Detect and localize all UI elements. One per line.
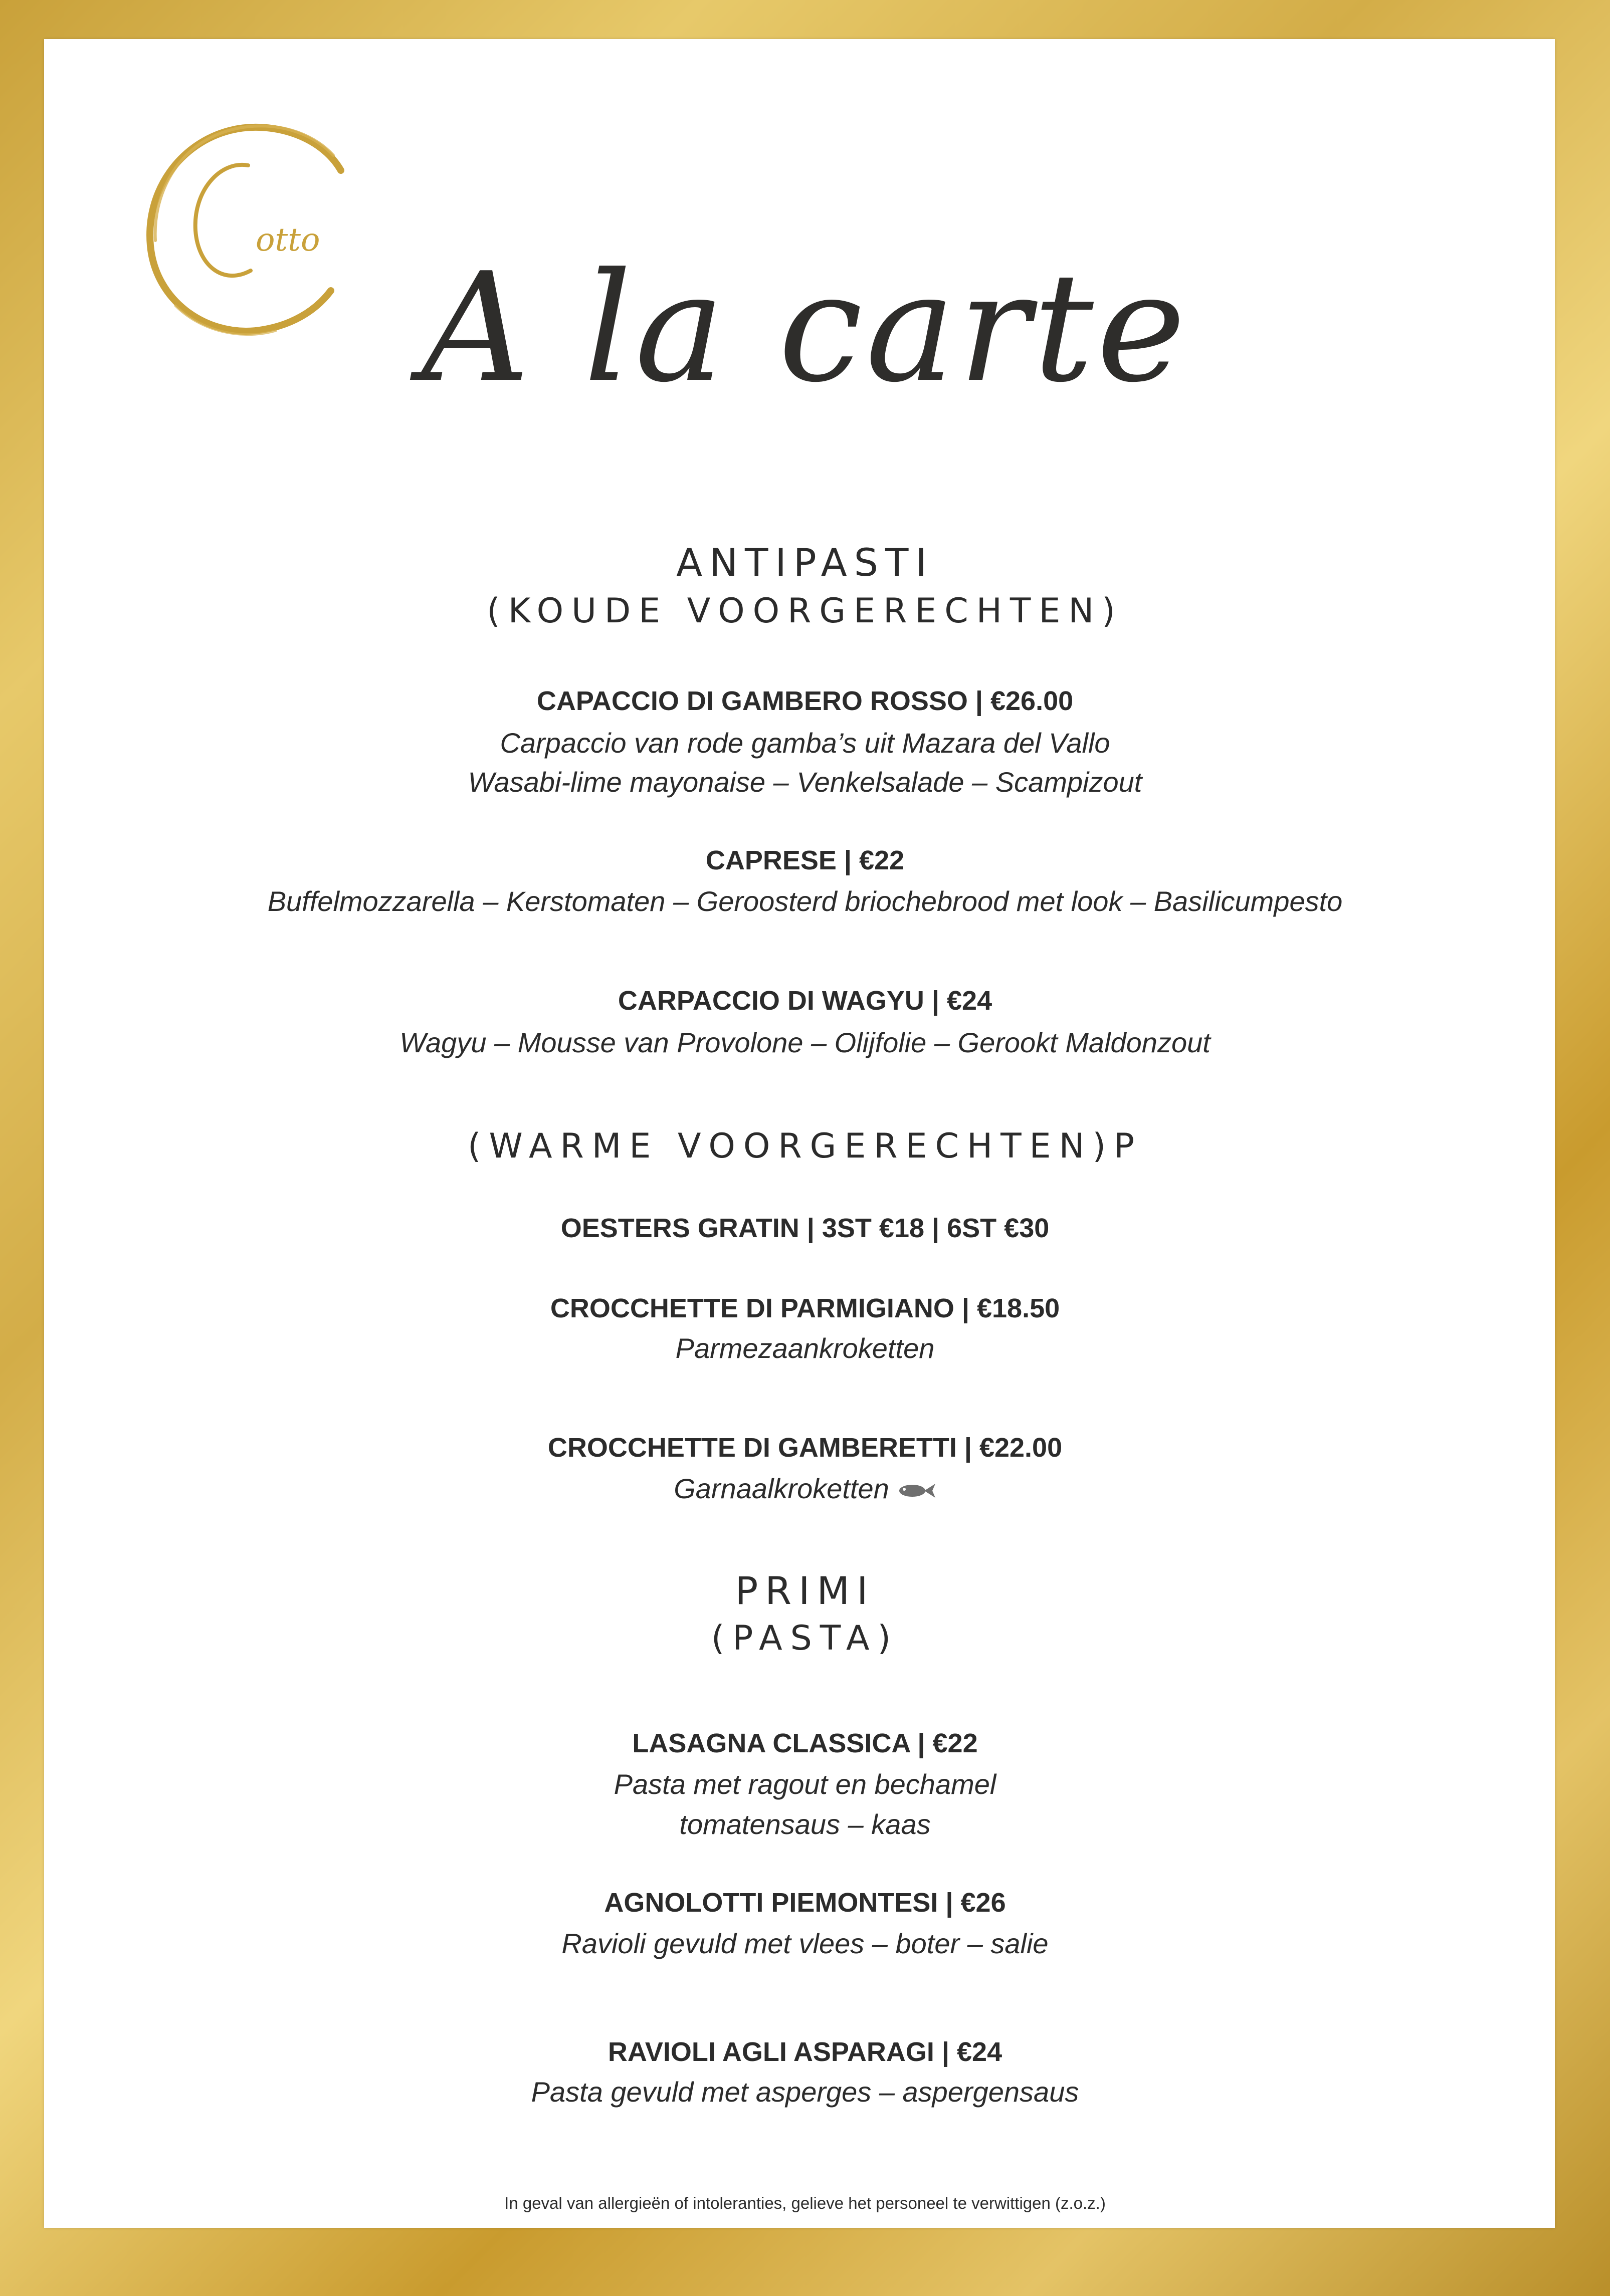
menu-item-name: CAPACCIO DI GAMBERO ROSSO | €26.00: [536, 686, 1074, 716]
menu-item-description: Ravioli gevuld met vlees – boter – salie: [561, 1928, 1049, 1959]
menu-item-name: CROCCHETTE DI PARMIGIANO | €18.50: [550, 1293, 1060, 1323]
menu-item-description: Pasta gevuld met asperges – aspergensaus: [531, 2076, 1079, 2108]
menu-item-description: Pasta met ragout en bechamel: [614, 1768, 996, 1800]
menu-item-name: CARPACCIO DI WAGYU | €24: [618, 986, 992, 1016]
logo-text: otto: [256, 221, 320, 259]
menu-item-description: Buffelmozzarella – Kerstomaten – Geroosterd briochebrood met look – Basilicumpesto: [267, 885, 1343, 917]
menu-item-description: Wagyu – Mousse van Provolone – Olijfolie – Gerookt Maldonzout: [399, 1027, 1211, 1058]
allergy-notice: In geval van allergieën of intoleranties, gelieve het personeel te verwittigen (z.o.z.): [504, 2194, 1106, 2212]
menu-item-description: Garnaalkroketten: [674, 1473, 889, 1504]
menu-item-description: tomatensaus – kaas: [679, 1808, 931, 1840]
menu-item-description: Carpaccio van rode gamba’s uit Mazara del Vallo: [500, 727, 1110, 759]
menu-item-description-with-icon: [0, 1472, 1610, 1505]
menu-item-name: CROCCHETTE DI GAMBERETTI | €22.00: [547, 1433, 1063, 1463]
fish-icon: [896, 1481, 936, 1501]
warm-starters-subheading: (WARME VOORGERECHTEN)P: [467, 1126, 1143, 1166]
menu-item-description: Parmezaankroketten: [675, 1332, 935, 1364]
menu-item-description: Wasabi-lime mayonaise – Venkelsalade – Scampizout: [468, 766, 1142, 798]
menu-item-name: CAPRESE | €22: [705, 845, 905, 875]
pasta-subheading: (PASTA): [711, 1619, 899, 1658]
page-title: A la carte: [421, 241, 1189, 415]
primi-heading: PRIMI: [735, 1568, 875, 1613]
antipasti-heading: ANTIPASTI: [676, 540, 934, 585]
menu-item-name: OESTERS GRATIN | 3ST €18 | 6ST €30: [560, 1213, 1050, 1243]
menu-item-name: AGNOLOTTI PIEMONTESI | €26: [604, 1888, 1006, 1918]
cold-starters-subheading: (KOUDE VOORGERECHTEN): [487, 591, 1123, 631]
menu-item-name: RAVIOLI AGLI ASPARAGI | €24: [608, 2037, 1002, 2067]
menu-item-name: LASAGNA CLASSICA | €22: [632, 1728, 978, 1758]
